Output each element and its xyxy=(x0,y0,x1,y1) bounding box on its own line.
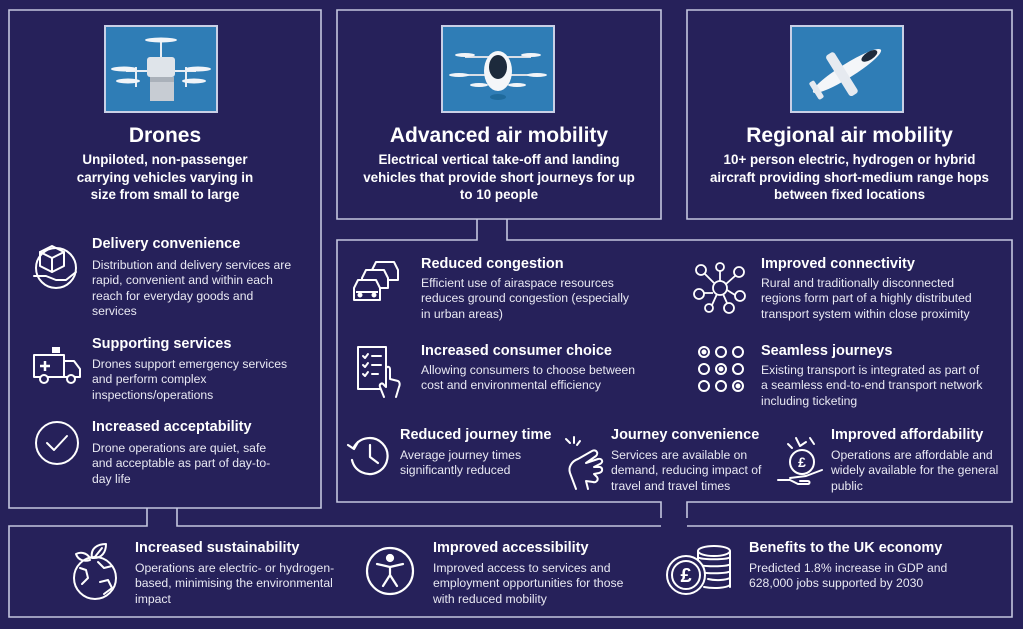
supporting-services-title: Supporting services xyxy=(92,336,232,352)
improved-affordability-description: Operations are affordable and widely available for the general public xyxy=(831,448,999,493)
history-clock-icon xyxy=(346,433,392,484)
drones-description: Unpiloted, non-passenger carrying vehicles varying in size from small to large xyxy=(76,152,254,202)
improved-affordability-title: Improved affordability xyxy=(831,427,984,443)
package-hand-icon xyxy=(30,242,82,295)
ambulance-icon xyxy=(32,345,84,392)
traffic-cars-icon xyxy=(352,260,402,309)
drones-title: Drones xyxy=(128,124,202,147)
svg-text:£: £ xyxy=(680,565,692,587)
network-people-icon xyxy=(693,262,747,319)
snap-fingers-icon xyxy=(564,435,606,496)
improved-connectivity-description: Rural and traditionally disconnected regions form part of a highly distributed transport system within close proximity xyxy=(761,276,972,321)
increased-acceptability-title: Increased acceptability xyxy=(92,419,252,435)
pound-hand-icon xyxy=(776,434,826,495)
regional-air-mobility-title: Regional air mobility xyxy=(746,124,953,147)
seamless-journeys-title: Seamless journeys xyxy=(761,343,893,359)
increased-consumer-choice-title: Increased consumer choice xyxy=(421,343,612,359)
advanced-air-mobility-description: Electrical vertical take-off and landing vehicles that provide short journeys for up to 10 people xyxy=(363,152,635,202)
pound-coins-icon xyxy=(664,543,736,602)
reduced-journey-time-description: Average journey times significantly reduced xyxy=(400,448,522,478)
globe-leaf-icon xyxy=(68,542,122,607)
reduced-congestion-description: Efficient use of airaspace resources reduces ground congestion (especially in urban areas) xyxy=(421,276,629,321)
checklist-hand-icon xyxy=(356,343,402,404)
increased-acceptability-description: Drone operations are quiet, safe and acceptable as part of day-to-day life xyxy=(92,441,271,486)
uk-economy-description: Predicted 1.8% increase in GDP and 628,000 jobs supported by 2030 xyxy=(749,561,948,591)
increased-sustainability-title: Increased sustainability xyxy=(135,540,300,556)
advanced-air-mobility-title: Advanced air mobility xyxy=(389,124,609,147)
journey-convenience-title: Journey convenience xyxy=(611,427,760,443)
drone-image xyxy=(104,25,218,113)
increased-consumer-choice-description: Allowing consumers to choose between cost and environmental efficiency xyxy=(421,363,636,393)
delivery-convenience-description: Distribution and delivery services are rapid, convenient and within each reach for everyday goods and services xyxy=(92,258,292,318)
increased-sustainability-description: Operations are electric- or hydrogen-based, minimising the environmental impact xyxy=(135,561,335,606)
uk-economy-title: Benefits to the UK economy xyxy=(749,540,943,556)
improved-connectivity-title: Improved connectivity xyxy=(761,256,915,272)
svg-text:£: £ xyxy=(798,454,806,470)
evtol-image xyxy=(441,25,555,113)
delivery-convenience-title: Delivery convenience xyxy=(92,236,241,252)
reduced-congestion-title: Reduced congestion xyxy=(421,256,564,272)
dot-grid-icon xyxy=(698,346,744,397)
regional-air-mobility-description: 10+ person electric, hydrogen or hybrid aircraft providing short-medium range hops between fixed locations xyxy=(709,152,989,202)
aircraft-image xyxy=(790,25,904,113)
improved-accessibility-title: Improved accessibility xyxy=(433,540,589,556)
supporting-services-description: Drones support emergency services and perform complex inspections/operations xyxy=(92,357,288,402)
accessibility-icon xyxy=(364,545,416,602)
check-circle-icon xyxy=(34,420,80,471)
seamless-journeys-description: Existing transport is integrated as part of a seamless end-to-end transport network including ticketing xyxy=(761,363,983,408)
journey-convenience-description: Services are available on demand, reducing impact of travel and travel times xyxy=(611,448,762,493)
improved-accessibility-description: Improved access to services and employment opportunities for those with reduced mobility xyxy=(433,561,624,606)
reduced-journey-time-title: Reduced journey time xyxy=(400,427,552,443)
